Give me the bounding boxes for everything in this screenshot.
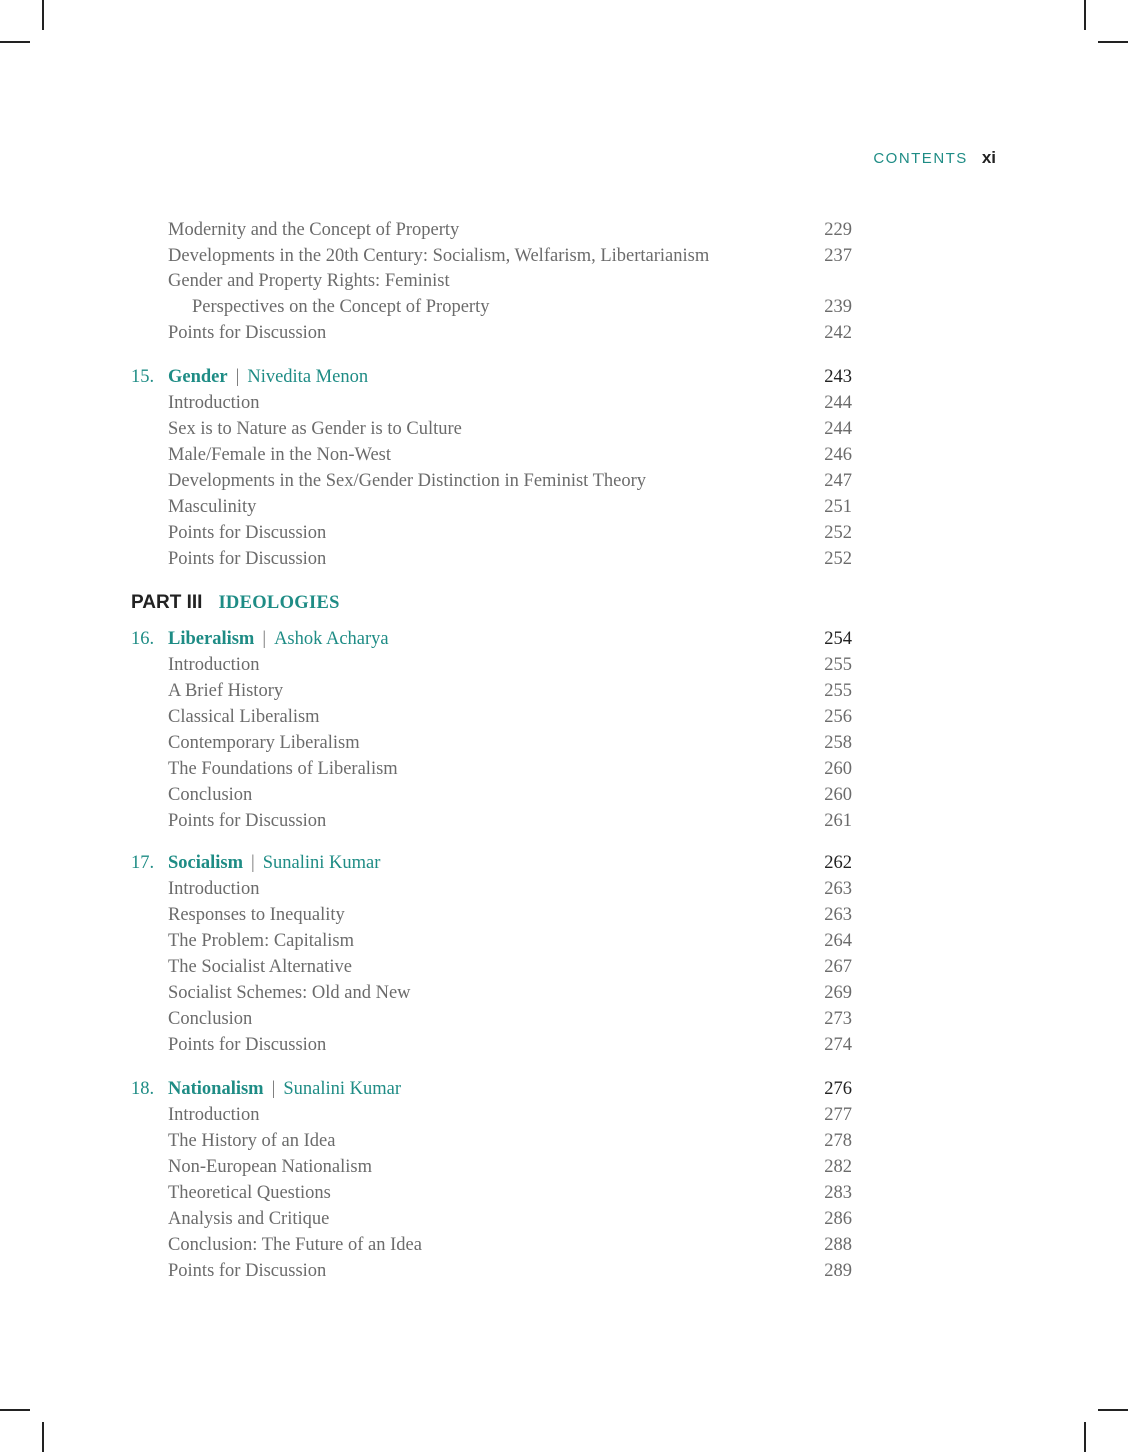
crop-mark (42, 0, 44, 30)
toc-entry-title: Conclusion: The Future of an Idea (168, 1235, 422, 1255)
toc-entry-title: Sex is to Nature as Gender is to Culture (168, 419, 462, 439)
crop-mark (1098, 41, 1128, 43)
toc-entry-page: 282 (824, 1157, 852, 1177)
part-heading[interactable] (131, 590, 340, 616)
toc-entry[interactable] (0, 1007, 1128, 1031)
crop-mark (0, 1409, 30, 1411)
toc-entry-title: Contemporary Liberalism (168, 733, 360, 753)
toc-entry-page: 263 (824, 879, 852, 899)
toc-entry[interactable] (0, 783, 1128, 807)
toc-entry-page: 269 (824, 983, 852, 1003)
toc-entry-title: Points for Discussion (168, 1261, 327, 1281)
toc-entry-page: 251 (824, 497, 852, 517)
toc-entry[interactable] (0, 495, 1128, 519)
toc-entry-title: Points for Discussion (168, 323, 327, 343)
toc-entry-title: Theoretical Questions (168, 1183, 331, 1203)
toc-entry-page: 260 (824, 785, 852, 805)
toc-entry-page: 229 (824, 220, 852, 240)
toc-entry-title: Introduction (168, 1105, 260, 1125)
toc-entry-page: 261 (824, 811, 852, 831)
toc-entry[interactable] (0, 1155, 1128, 1179)
toc-entry[interactable] (0, 1129, 1128, 1153)
toc-entry[interactable] (0, 547, 1128, 571)
toc-entry-title: The Foundations of Liberalism (168, 759, 398, 779)
toc-entry[interactable] (0, 443, 1128, 467)
toc-entry-page: 255 (824, 655, 852, 675)
running-head (873, 148, 996, 168)
toc-entry[interactable] (0, 877, 1128, 901)
toc-entry-page: 283 (824, 1183, 852, 1203)
chapter-number: 15. (131, 367, 155, 387)
chapter-title: Liberalism (168, 629, 255, 649)
toc-entry-page: 267 (824, 957, 852, 977)
toc-entry-page: 274 (824, 1035, 852, 1055)
chapter-title: Nationalism (168, 1079, 264, 1099)
toc-entry[interactable] (0, 705, 1128, 729)
chapter-page: 243 (824, 367, 852, 387)
crop-mark (0, 41, 30, 43)
chapter-page: 276 (824, 1079, 852, 1099)
toc-entry[interactable] (0, 469, 1128, 493)
toc-entry-page: 264 (824, 931, 852, 951)
toc-entry[interactable] (0, 218, 1128, 242)
running-head-label: CONTENTS (873, 150, 968, 167)
toc-entry-title: Non-European Nationalism (168, 1157, 372, 1177)
toc-entry-title: Points for Discussion (168, 811, 327, 831)
separator: | (262, 629, 267, 649)
toc-entry[interactable] (0, 929, 1128, 953)
chapter-author: Sunalini Kumar (283, 1079, 401, 1099)
toc-entry-page: 260 (824, 759, 852, 779)
toc-entry-title: Conclusion (168, 1009, 253, 1029)
chapter-author: Nivedita Menon (247, 367, 369, 387)
toc-entry-page: 258 (824, 733, 852, 753)
toc-entry[interactable] (0, 1103, 1128, 1127)
toc-entry[interactable] (0, 521, 1128, 545)
toc-entry[interactable] (0, 321, 1128, 345)
toc-entry-title: Developments in the Sex/Gender Distinction in Feminist Theory (168, 471, 647, 491)
crop-mark (42, 1422, 44, 1452)
separator: | (251, 853, 255, 873)
toc-entry-title: Masculinity (168, 497, 257, 517)
toc-entry-title: Responses to Inequality (168, 905, 345, 925)
toc-entry-page: 263 (824, 905, 852, 925)
part-label: PART III (131, 592, 203, 613)
toc-entry[interactable] (0, 757, 1128, 781)
toc-entry-title: Gender and Property Rights: Feminist (168, 271, 450, 291)
toc-entry[interactable] (0, 269, 1128, 293)
chapter-page: 262 (824, 853, 852, 873)
toc-entry-title: Male/Female in the Non-West (168, 445, 392, 465)
toc-entry-title: Points for Discussion (168, 549, 327, 569)
chapter-heading[interactable] (0, 851, 1128, 875)
toc-entry-title: Classical Liberalism (168, 707, 320, 727)
toc-entry-title: Analysis and Critique (168, 1209, 330, 1229)
toc-entry-page: 277 (824, 1105, 852, 1125)
toc-entry-title: Perspectives on the Concept of Property (192, 297, 490, 317)
toc-entry-page: 286 (824, 1209, 852, 1229)
toc-entry-page: 273 (824, 1009, 852, 1029)
toc-entry[interactable] (0, 955, 1128, 979)
crop-mark (1098, 1409, 1128, 1411)
toc-entry-continuation[interactable] (0, 295, 1128, 319)
toc-entry[interactable] (0, 1033, 1128, 1057)
chapter-heading[interactable] (0, 1077, 1128, 1101)
toc-entry[interactable] (0, 731, 1128, 755)
chapter-author: Ashok Acharya (274, 629, 389, 649)
toc-entry[interactable] (0, 809, 1128, 833)
toc-entry[interactable] (0, 679, 1128, 703)
toc-entry-page: 252 (824, 523, 852, 543)
toc-entry-title: Points for Discussion (168, 523, 327, 543)
toc-entry[interactable] (0, 981, 1128, 1005)
toc-entry[interactable] (0, 391, 1128, 415)
chapter-number: 17. (131, 853, 155, 873)
toc-entry[interactable] (0, 1233, 1128, 1257)
chapter-author: Sunalini Kumar (262, 853, 381, 873)
toc-entry-title: Introduction (168, 655, 260, 675)
toc-entry-page: 244 (824, 393, 852, 413)
toc-entry-page: 252 (824, 549, 852, 569)
toc-entry-title: The Problem: Capitalism (168, 931, 355, 951)
toc-entry-title: Developments in the 20th Century: Socialism, Welfarism, Libertarianism (168, 246, 710, 266)
toc-entry-title: Introduction (168, 393, 260, 413)
toc-entry-title: A Brief History (168, 681, 284, 701)
separator: | (235, 367, 240, 387)
toc-entry[interactable] (0, 1259, 1128, 1283)
chapter-title: Gender (168, 367, 228, 387)
chapter-heading[interactable] (0, 627, 1128, 651)
toc-entry-page: 288 (824, 1235, 852, 1255)
crop-mark (1084, 0, 1086, 30)
toc-entry-title: Introduction (168, 879, 260, 899)
part-title: IDEOLOGIES (218, 593, 340, 613)
toc-entry[interactable] (0, 244, 1128, 268)
toc-entry-title: Modernity and the Concept of Property (168, 220, 460, 240)
toc-entry-page: 246 (824, 445, 852, 465)
separator: | (271, 1079, 276, 1099)
toc-entry[interactable] (0, 653, 1128, 677)
chapter-page: 254 (824, 629, 852, 649)
toc-entry-page: 289 (824, 1261, 852, 1281)
toc-entry-page: 278 (824, 1131, 852, 1151)
toc-entry-title: The History of an Idea (168, 1131, 336, 1151)
page-number: xi (981, 148, 996, 167)
toc-entry-page: 244 (824, 419, 852, 439)
toc-entry-title: Socialist Schemes: Old and New (168, 983, 411, 1003)
chapter-heading[interactable] (0, 365, 1128, 389)
toc-entry-page: 239 (824, 297, 852, 317)
toc-entry-page: 242 (824, 323, 852, 343)
toc-entry-title: The Socialist Alternative (168, 957, 352, 977)
toc-entry-title: Conclusion (168, 785, 253, 805)
toc-entry-page: 247 (824, 471, 852, 491)
toc-entry[interactable] (0, 1207, 1128, 1231)
toc-entry-page: 237 (824, 246, 852, 266)
toc-entry-page: 255 (824, 681, 852, 701)
chapter-number: 18. (131, 1079, 155, 1099)
toc-entry[interactable] (0, 417, 1128, 441)
chapter-number: 16. (131, 629, 155, 649)
crop-mark (1084, 1422, 1086, 1452)
toc-entry[interactable] (0, 1181, 1128, 1205)
toc-entry-page: 256 (824, 707, 852, 727)
chapter-title: Socialism (168, 853, 244, 873)
toc-entry-title: Points for Discussion (168, 1035, 327, 1055)
toc-entry[interactable] (0, 903, 1128, 927)
